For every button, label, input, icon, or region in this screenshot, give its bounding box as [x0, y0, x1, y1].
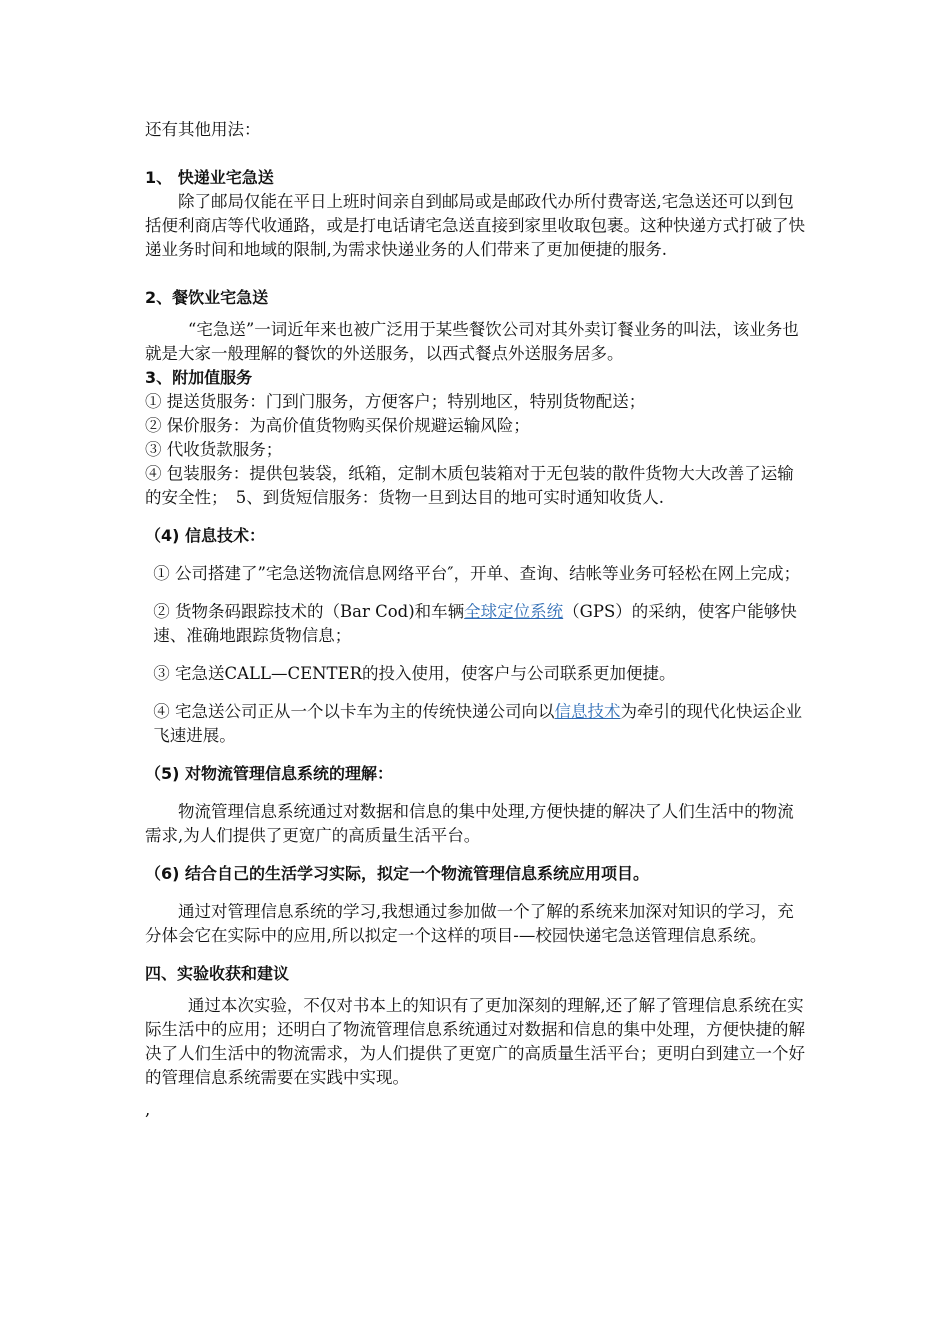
item-4-text-before: ④ 宅急送公司正从一个以卡车为主的传统快递公司向以	[153, 702, 555, 721]
section-4-item-1: ① 公司搭建了”宅急送物流信息网络平台″，开单、查询、结帐等业务可轻松在网上完成；	[153, 564, 801, 583]
gps-link[interactable]: 全球定位系统	[464, 602, 564, 621]
section-3-heading: 3、附加值服务	[145, 368, 253, 387]
section-1-body: 除了邮局仅能在平日上班时间亲自到邮局或是邮政代办所付费寄送,宅急送还可以到包括便利商店等代收通路，或是打电话请宅急送直接到家里收取包裹。这种快递方式打破了快递业务时间和地域的限制,为需求快递业务的人们带来了更加便捷的服务.	[145, 192, 805, 259]
section-2-body: “宅急送”一词近年来也被广泛用于某些餐饮公司对其外卖订餐业务的叫法，该业务也就是大家一般理解的餐饮的外送服务，以西式餐点外送服务居多。	[145, 320, 799, 363]
trailing-mark: ,	[145, 1100, 151, 1119]
info-tech-link[interactable]: 信息技术	[554, 702, 621, 721]
item-2-text-after: （GPS）的采纳，使客户能够快速、准确地跟踪货物信息；	[153, 602, 797, 645]
section-1-heading: 1、 快递业宅急送	[145, 168, 274, 187]
section-4-item-3: ③ 宅急送CALL—CENTER的投入使用，使客户与公司联系更加便捷。	[153, 664, 676, 683]
section-7-heading: 四、实验收获和建议	[145, 964, 290, 983]
service-list	[145, 390, 810, 510]
section-4-item-4	[145, 700, 810, 748]
list-item: ① 提送货服务：门到门服务，方便客户；特别地区，特别货物配送；	[145, 392, 646, 411]
item-2-text-before: ② 货物条码跟踪技术的（Bar Cod)和车辆	[153, 602, 465, 621]
section-4-item-2	[145, 600, 810, 648]
list-item: ④ 包装服务：提供包装袋，纸箱，定制木质包装箱对于无包装的散件货物大大改善了运输的安全性； 5、到货短信服务：货物一旦到达目的地可实时通知收货人.	[145, 464, 794, 507]
item-4-text-after: 为牵引的现代化快运企业飞速进展。	[153, 702, 802, 745]
section-7-body: 通过本次实验，不仅对书本上的知识有了更加深刻的理解,还了解了管理信息系统在实际生活中的应用；还明白了物流管理信息系统通过对数据和信息的集中处理，方便快捷的解决了人们生活中的物流需求，为人们提供了更宽广的高质量生活平台；更明白到建立一个好的管理信息系统需要在实践中实现。	[145, 996, 805, 1087]
section-2-heading: 2、餐饮业宅急送	[145, 288, 269, 307]
list-item: ② 保价服务：为高价值货物购买保价规避运输风险；	[145, 416, 530, 435]
section-6-heading: （6) 结合自己的生活学习实际，拟定一个物流管理信息系统应用项目。	[145, 864, 650, 883]
section-5-body: 物流管理信息系统通过对数据和信息的集中处理,方便快捷的解决了人们生活中的物流需求,为人们提供了更宽广的高质量生活平台。	[145, 802, 794, 845]
list-item: ③ 代收货款服务；	[145, 440, 283, 459]
intro-text: 还有其他用法：	[145, 120, 261, 139]
section-4-heading: （4) 信息技术：	[145, 526, 266, 545]
section-5-heading: （5) 对物流管理信息系统的理解：	[145, 764, 394, 783]
section-6-body: 通过对管理信息系统的学习,我想通过参加做一个了解的系统来加深对知识的学习，充分体会它在实际中的应用,所以拟定一个这样的项目-—校园快递宅急送管理信息系统。	[145, 902, 794, 945]
